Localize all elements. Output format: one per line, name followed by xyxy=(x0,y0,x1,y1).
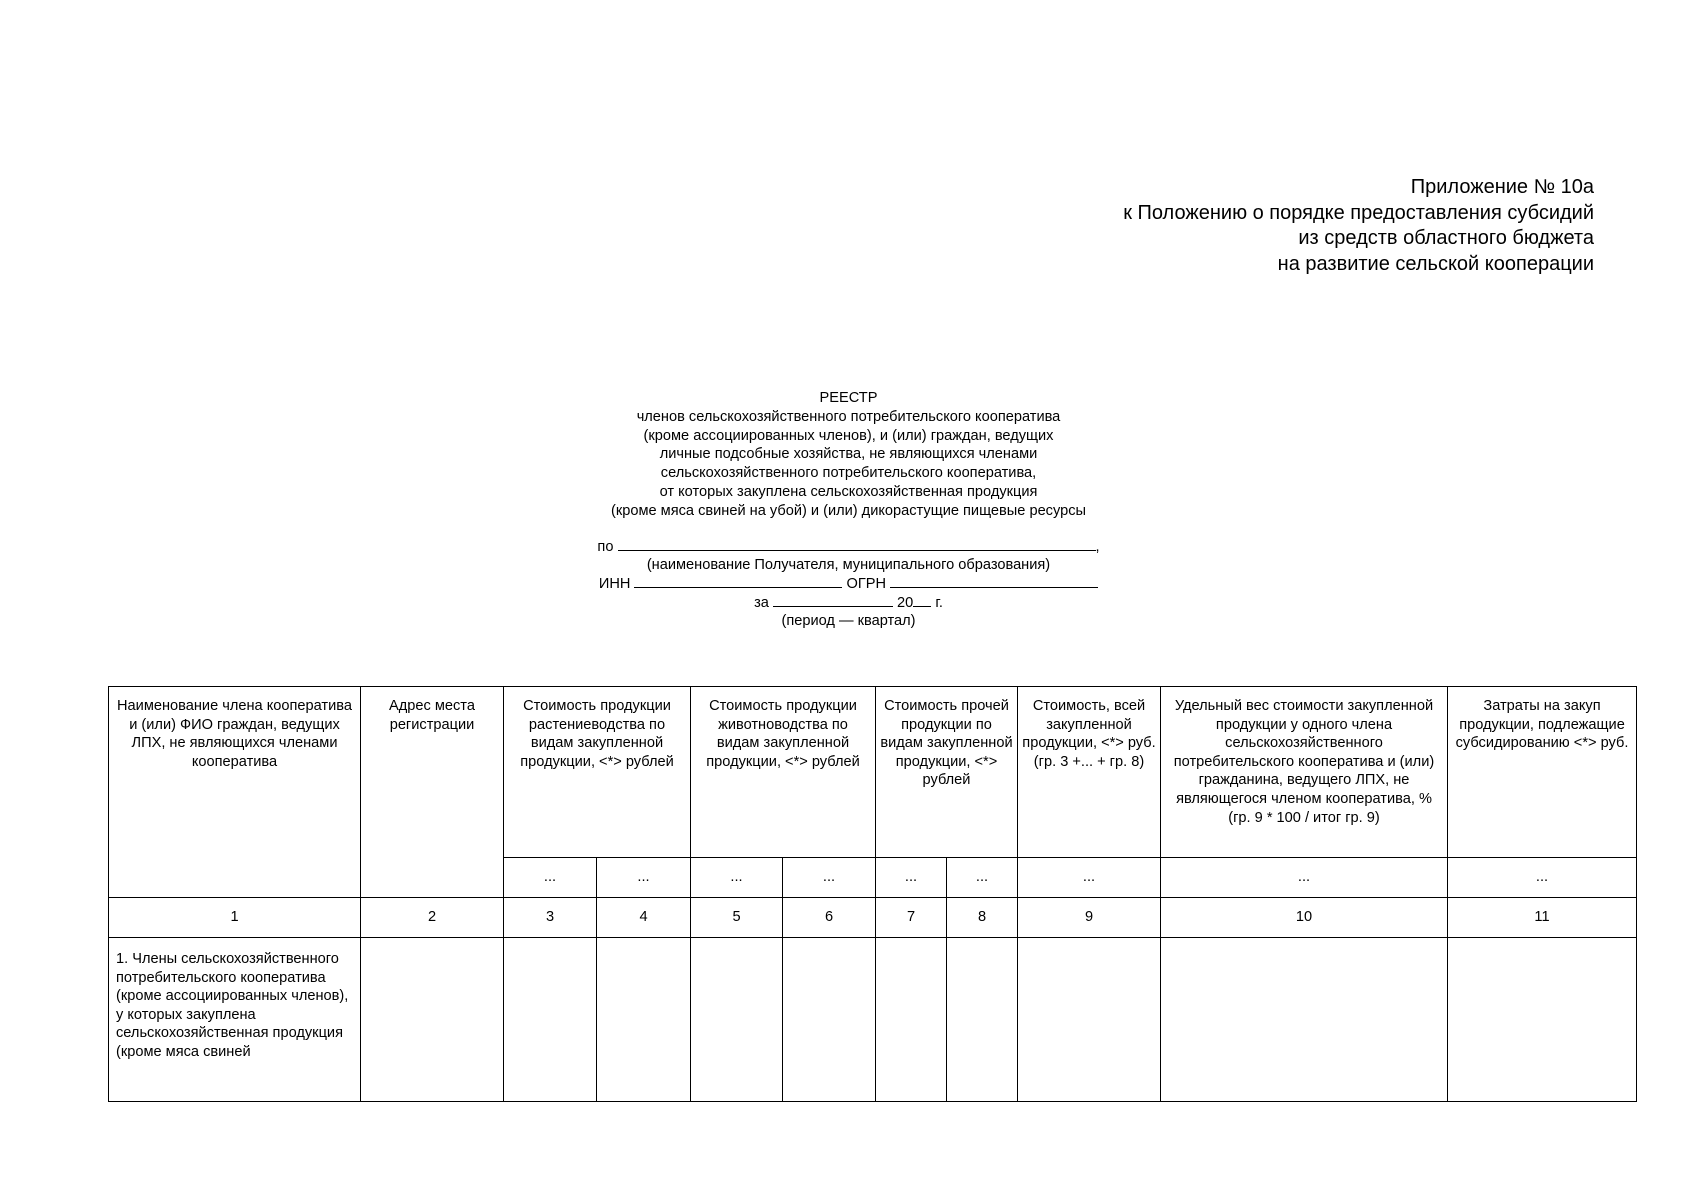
header-subsidized-costs: Затраты на закуп продукции, подлежащие субсидированию <*> руб. xyxy=(1448,687,1637,858)
header-share: Удельный вес стоимости закупленной продукции у одного члена сельскохозяйственного потребительского кооператива и (или) гражданина, ведущего ЛПХ, не являющегося членом кооператива, % (гр. 9 * 100 / итог гр. 9) xyxy=(1161,687,1448,858)
registry-table xyxy=(108,686,1637,1102)
year-blank[interactable] xyxy=(913,593,931,607)
period-caption-row xyxy=(0,612,1697,631)
column-number: 9 xyxy=(1018,898,1161,938)
registry-subtitle-line: от которых закуплена сельскохозяйственная продукция xyxy=(659,483,1038,500)
subheader-cell: ... xyxy=(504,858,597,898)
inn-blank[interactable] xyxy=(634,574,842,588)
ogrn-blank[interactable] xyxy=(890,574,1098,588)
recipient-blank[interactable] xyxy=(618,537,1096,551)
subheader-cell: ... xyxy=(1161,858,1448,898)
registry-subtitle-line: сельскохозяйственного потребительского кооператива, xyxy=(660,465,1037,482)
table-cell[interactable] xyxy=(361,938,504,1102)
registry-subtitle-line: (кроме ассоциированных членов), и (или) граждан, ведущих xyxy=(643,427,1054,444)
za-label: за xyxy=(754,595,769,611)
registry-subtitle-line: членов сельскохозяйственного потребительского кооператива xyxy=(636,408,1061,425)
table-cell[interactable] xyxy=(1018,938,1161,1102)
table-cell[interactable] xyxy=(504,938,597,1102)
appendix-source: из средств областного бюджета xyxy=(1298,227,1594,249)
column-number: 3 xyxy=(504,898,597,938)
appendix-purpose: на развитие сельской кооперации xyxy=(1277,252,1594,275)
subheader-cell: ... xyxy=(876,858,947,898)
period-caption: (период — квартал) xyxy=(781,613,916,629)
column-number-row xyxy=(109,898,1637,938)
row-member-category: 1. Члены сельскохозяйственного потребительского кооператива (кроме ассоциированных членов), у которых закуплена сельскохозяйственная продукция (кроме мяса свиней xyxy=(109,938,361,1102)
subheader-cell: ... xyxy=(1018,858,1161,898)
column-number: 11 xyxy=(1448,898,1637,938)
table-cell[interactable] xyxy=(597,938,691,1102)
inn-label: ИНН xyxy=(598,576,631,592)
column-number: 2 xyxy=(361,898,504,938)
registry-subtitle-line: (кроме мяса свиней на убой) и (или) дикорастущие пищевые ресурсы xyxy=(610,502,1087,519)
registry-subtitle-line: личные подсобные хозяйства, не являющихся членами xyxy=(659,446,1038,463)
inn-ogrn-row xyxy=(0,574,1697,594)
header-total-cost: Стоимость, всей закупленной продукции, <*> руб. (гр. 3 +... + гр. 8) xyxy=(1018,687,1161,858)
header-address: Адрес места регистрации xyxy=(361,687,504,898)
table-cell[interactable] xyxy=(783,938,876,1102)
subheader-cell: ... xyxy=(691,858,783,898)
registry-title xyxy=(0,389,1697,521)
year-suffix: г. xyxy=(935,595,943,611)
table-cell[interactable] xyxy=(1161,938,1448,1102)
column-number: 8 xyxy=(947,898,1018,938)
subheader-cell: ... xyxy=(1448,858,1637,898)
table-header-row xyxy=(109,687,1637,858)
subheader-cell: ... xyxy=(597,858,691,898)
column-number: 5 xyxy=(691,898,783,938)
subheader-cell: ... xyxy=(947,858,1018,898)
header-crop-cost: Стоимость продукции растениеводства по видам закупленной продукции, <*> рублей xyxy=(504,687,691,858)
period-row xyxy=(0,593,1697,613)
column-number: 10 xyxy=(1161,898,1448,938)
header-livestock-cost: Стоимость продукции животноводства по видам закупленной продукции, <*> рублей xyxy=(691,687,876,858)
column-number: 1 xyxy=(109,898,361,938)
appendix-header xyxy=(1123,175,1594,277)
po-label: по xyxy=(597,539,614,555)
appendix-reference: к Положению о порядке предоставления субсидий xyxy=(1123,201,1594,224)
column-number: 4 xyxy=(597,898,691,938)
appendix-number: Приложение № 10а xyxy=(1410,176,1594,198)
header-member-name: Наименование члена кооператива и (или) ФИО граждан, ведущих ЛПХ, не являющихся членами кооператива xyxy=(109,687,361,898)
period-blank[interactable] xyxy=(773,593,893,607)
po-comma: , xyxy=(1095,539,1100,555)
recipient-caption-row xyxy=(0,556,1697,575)
table-cell[interactable] xyxy=(691,938,783,1102)
column-number: 6 xyxy=(783,898,876,938)
recipient-caption: (наименование Получателя, муниципального образования) xyxy=(646,557,1051,573)
subheader-cell: ... xyxy=(783,858,876,898)
registry-heading: РЕЕСТР xyxy=(819,390,878,406)
recipient-row xyxy=(0,537,1697,557)
table-row xyxy=(109,938,1637,1102)
table-cell[interactable] xyxy=(876,938,947,1102)
column-number: 7 xyxy=(876,898,947,938)
table-cell[interactable] xyxy=(947,938,1018,1102)
table-cell[interactable] xyxy=(1448,938,1637,1102)
ogrn-label: ОГРН xyxy=(846,576,887,592)
header-other-cost: Стоимость прочей продукции по видам закупленной продукции, <*> рублей xyxy=(876,687,1018,858)
year-prefix: 20 xyxy=(897,595,914,611)
